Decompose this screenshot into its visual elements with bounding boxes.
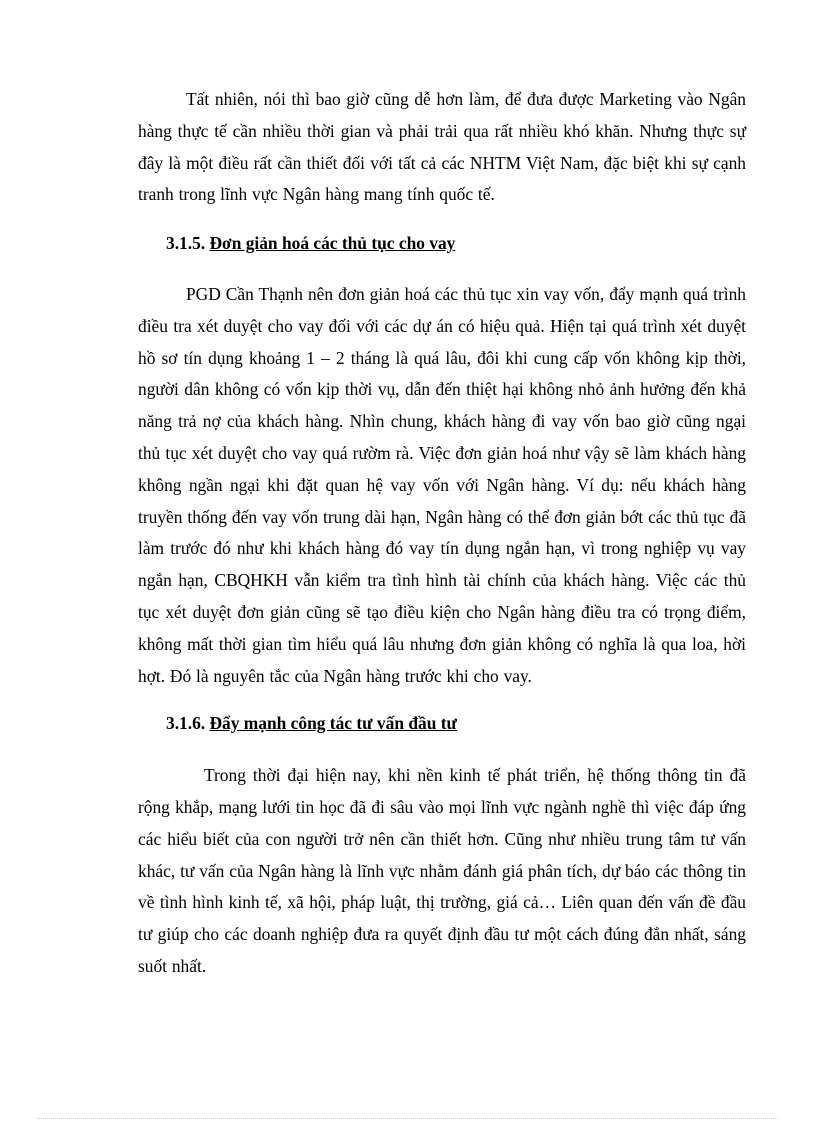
section-number: 3.1.6. — [166, 713, 206, 734]
section-heading-3-1-5 — [138, 228, 746, 260]
intro-paragraph: Tất nhiên, nói thì bao giờ cũng dễ hơn làm, để đưa được Marketing vào Ngân hàng thực tế cần nhiều thời gian và phải trải qua rất nhiều khó khăn. Nhưng thực sự đây là một điều rất cần thiết đối với tất cả các NHTM Việt Nam, đặc biệt khi sự cạnh tranh trong lĩnh vực Ngân hàng mang tính quốc tế. — [138, 89, 746, 205]
section-heading-3-1-6 — [138, 708, 746, 740]
page-bottom-rule — [38, 1118, 778, 1119]
section-title: Đẩy mạnh công tác tư vấn đầu tư — [209, 713, 457, 734]
section-3-1-6-paragraph: Trong thời đại hiện nay, khi nền kinh tế phát triển, hệ thống thông tin đã rộng khắp, mạng lưới tin học đã đi sâu vào mọi lĩnh vực ngành nghề thì việc đáp ứng các hiểu biết của con người trở nên cần thiết hơn. Cũng như nhiều trung tâm tư vấn khác, tư vấn của Ngân hàng là lĩnh vực nhằm đánh giá phân tích, dự báo các thông tin về tình hình kinh tế, xã hội, pháp luật, thị trường, giá cả… Liên quan đến vấn đề đầu tư giúp cho các doanh nghiệp đưa ra quyết định đầu tư một cách đúng đắn nhất, sáng suốt nhất. — [138, 765, 746, 976]
section-number: 3.1.5. — [166, 233, 206, 254]
section-3-1-5-paragraph: PGD Cần Thạnh nên đơn giản hoá các thủ tục xin vay vốn, đẩy mạnh quá trình điều tra xét duyệt cho vay đối với các dự án có hiệu quả. Hiện tại quá trình xét duyệt hồ sơ tín dụng khoảng 1 – 2 tháng là quá lâu, đôi khi cung cấp vốn không kịp thời, người dân không có vốn kịp thời vụ, dẫn đến thiệt hại không nhỏ ảnh hưởng đến khả năng trả nợ của khách hàng. Nhìn chung, khách hàng đi vay vốn bao giờ cũng ngại thủ tục xét duyệt cho vay quá rườm rà. Việc đơn giản hoá như vậy sẽ làm khách hàng không ngần ngại khi đặt quan hệ vay vốn với Ngân hàng. Ví dụ: nếu khách hàng truyền thống đến vay vốn trung dài hạn, Ngân hàng có thể đơn giản bớt các thủ tục đã làm trước đó như khi khách hàng đó vay tín dụng ngắn hạn, vì trong nghiệp vụ vay ngắn hạn, CBQHKH vẫn kiểm tra tình hình tài chính của khách hàng. Việc các thủ tục xét duyệt đơn giản cũng sẽ tạo điều kiện cho Ngân hàng điều tra có trọng điểm, không mất thời gian tìm hiểu quá lâu nhưng đơn giản không có nghĩa là qua loa, hời hợt. Đó là nguyên tắc của Ngân hàng trước khi cho vay. — [138, 283, 746, 686]
page-content — [138, 84, 746, 983]
section-title: Đơn giản hoá các thủ tục cho vay — [209, 233, 456, 254]
